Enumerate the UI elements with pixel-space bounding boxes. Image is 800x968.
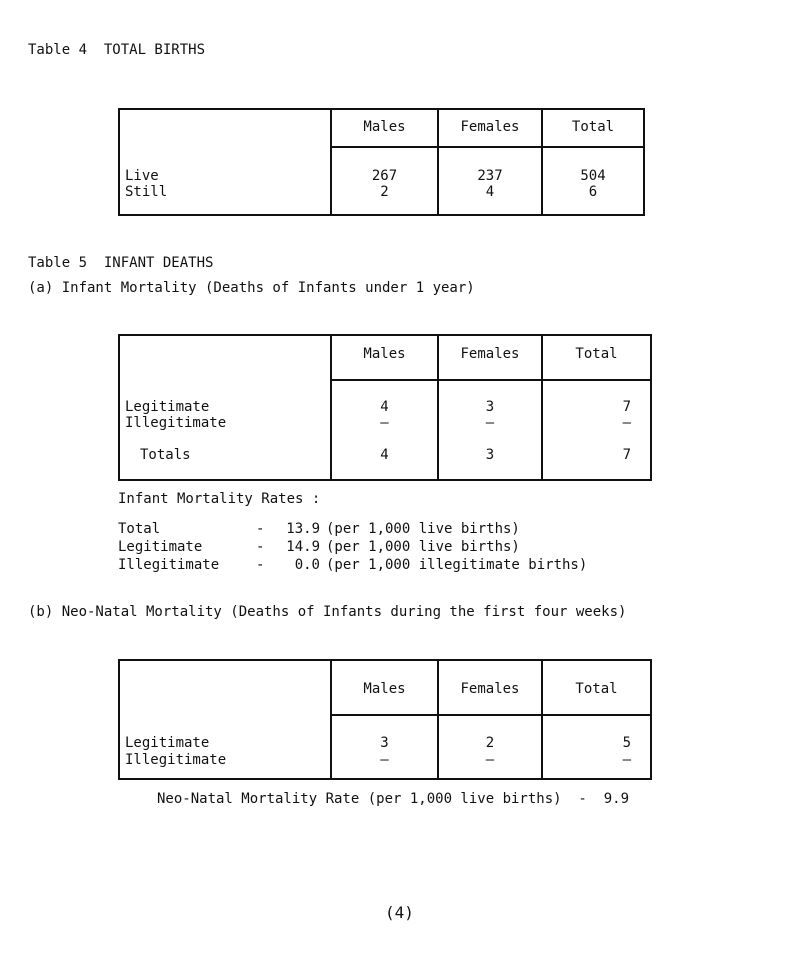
- column-header-females: Females: [460, 119, 520, 135]
- cell-males: 4: [380, 447, 389, 463]
- cell-females: 3: [485, 399, 495, 415]
- table5-bottom-border: [118, 479, 652, 481]
- neonatal-header-rule: [330, 714, 652, 716]
- cell-total: 5: [622, 735, 631, 751]
- rate-label: Legitimate: [118, 539, 203, 555]
- row-label-live: Live: [125, 168, 159, 184]
- cell-total: 7: [622, 447, 631, 463]
- row-label-illegitimate: Illegitimate: [125, 415, 227, 431]
- column-header-total: Total: [571, 119, 615, 135]
- cell-females: 3: [485, 447, 495, 463]
- table4-title: Table 4 TOTAL BIRTHS: [28, 42, 206, 58]
- rate-basis: (per 1,000 live births): [326, 521, 520, 537]
- dash: -: [256, 521, 265, 537]
- table5-top-border: [118, 334, 652, 336]
- cell-females: –: [485, 752, 495, 768]
- table4-left-border: [118, 108, 120, 216]
- rate-value: 13.9: [286, 521, 320, 537]
- table4-bottom-border: [118, 214, 645, 216]
- table5-header-rule: [330, 379, 652, 381]
- neonatal-left-border: [118, 659, 120, 780]
- cell-males: 4: [380, 399, 389, 415]
- cell-males: 2: [380, 184, 389, 200]
- row-label-legitimate: Legitimate: [125, 735, 210, 751]
- rate-basis: (per 1,000 illegitimate births): [326, 557, 588, 573]
- row-label-still: Still: [125, 184, 168, 200]
- cell-males: 267: [371, 168, 398, 184]
- rates-heading: Infant Mortality Rates :: [118, 491, 321, 507]
- row-label-totals: Totals: [140, 447, 191, 463]
- column-header-females: Females: [460, 346, 520, 362]
- rate-label: Total: [118, 521, 161, 537]
- neonatal-subtitle: (b) Neo-Natal Mortality (Deaths of Infants during the first four weeks): [28, 604, 627, 620]
- column-header-males: Males: [363, 119, 406, 135]
- table4-header-rule: [330, 146, 645, 148]
- cell-males: 3: [380, 735, 389, 751]
- dash: -: [256, 539, 265, 555]
- neonatal-right-border: [650, 659, 652, 780]
- cell-females: –: [485, 415, 495, 431]
- cell-females: 2: [485, 735, 495, 751]
- column-header-total: Total: [575, 681, 618, 697]
- neonatal-bottom-border: [118, 778, 652, 780]
- cell-total: –: [622, 752, 631, 768]
- cell-total: –: [622, 415, 631, 431]
- table5-title: Table 5 INFANT DEATHS: [28, 255, 214, 271]
- table4-top-border: [118, 108, 645, 110]
- cell-total: 7: [622, 399, 631, 415]
- rate-value: 14.9: [286, 539, 320, 555]
- cell-males: –: [380, 415, 389, 431]
- table5-left-border: [118, 334, 120, 481]
- rate-label: Illegitimate: [118, 557, 220, 573]
- table4-right-border: [643, 108, 645, 216]
- rate-basis: (per 1,000 live births): [326, 539, 520, 555]
- cell-females: 4: [485, 184, 495, 200]
- column-header-males: Males: [363, 681, 406, 697]
- table5-right-border: [650, 334, 652, 481]
- dash: -: [256, 557, 265, 573]
- page-number: (4): [385, 903, 414, 922]
- cell-total: 6: [588, 184, 598, 200]
- neonatal-rate: Neo-Natal Mortality Rate (per 1,000 live births) - 9.9: [157, 791, 630, 807]
- column-header-females: Females: [460, 681, 520, 697]
- row-label-illegitimate: Illegitimate: [125, 752, 227, 768]
- cell-total: 504: [580, 168, 606, 184]
- column-header-males: Males: [363, 346, 406, 362]
- table5-subtitle: (a) Infant Mortality (Deaths of Infants under 1 year): [28, 280, 475, 296]
- rate-value: 0.0: [294, 557, 320, 573]
- neonatal-top-border: [118, 659, 652, 661]
- cell-males: –: [380, 752, 389, 768]
- column-header-total: Total: [575, 346, 618, 362]
- row-label-legitimate: Legitimate: [125, 399, 210, 415]
- cell-females: 237: [477, 168, 503, 184]
